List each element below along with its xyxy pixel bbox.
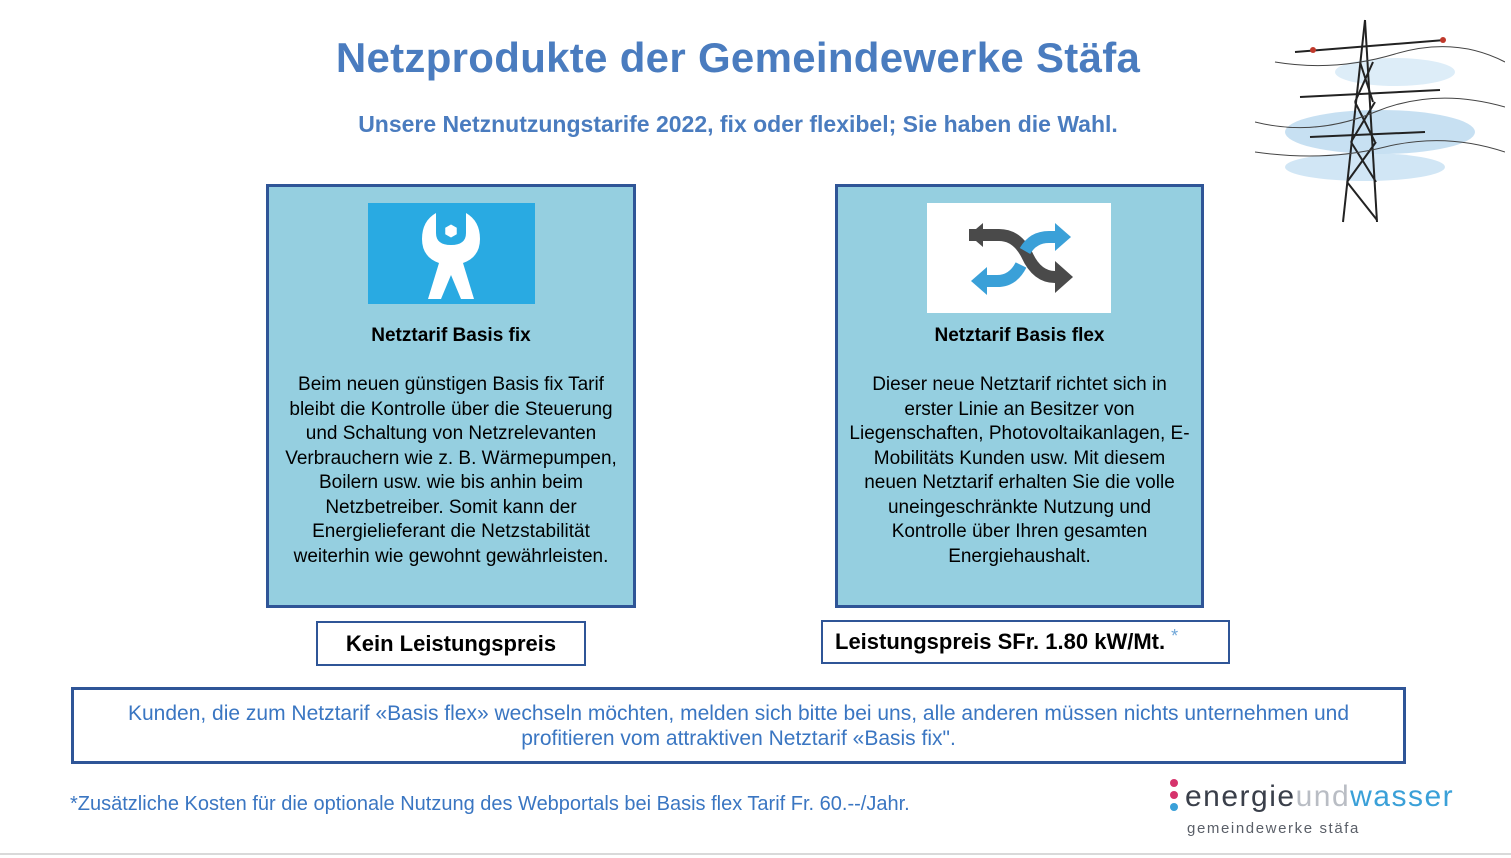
logo-subtitle: gemeindewerke stäfa (1187, 820, 1360, 837)
logo-dots-icon (1169, 778, 1179, 814)
notice-text: Kunden, die zum Netztarif «Basis flex» wechseln möchten, melden sich bitte bei uns, alle anderen müssen nichts unternehmen und profitieren vom attraktiven Netztarif «Basis fix". (127, 701, 1350, 750)
footnote-marker: * (1171, 626, 1179, 646)
price-text: Leistungspreis SFr. 1.80 kW/Mt. (835, 629, 1166, 654)
power-pylon-illustration (1255, 12, 1505, 232)
logo-part-wasser: wasser (1350, 780, 1455, 813)
wrench-icon (368, 203, 535, 304)
price-label-basis-fix (316, 621, 586, 666)
card-title: Netztarif Basis flex (934, 325, 1105, 346)
tariff-card-basis-flex (835, 184, 1204, 608)
price-text: Kein Leistungspreis (345, 630, 557, 656)
wrench-icon-tile (368, 203, 535, 304)
logo-part-und: und (1295, 780, 1351, 813)
page-subtitle: Unsere Netznutzungstarife 2022, fix oder flexibel; Sie haben die Wahl. (358, 111, 1118, 137)
card-description: Dieser neue Netztarif richtet sich in erster Linie an Besitzer von Liegenschaften, Photovoltaikanlagen, E-Mobilitäts Kunden usw. Mit diesem neuen Netztarif erhalten Sie die volle uneingeschränkte Nutzung und Kontrolle über Ihren gesamten Energiehaushalt. (849, 374, 1190, 567)
card-description: Beim neuen günstigen Basis fix Tarif bleibt die Kontrolle über die Steuerung und Schaltung von Netzrelevanten Verbrauchern wie z. B. Wärmepumpen, Boilern usw. wie bis anhin beim Netzbetreiber. Somit kann der Energielieferant die Netzstabilität weiterhin wie gewohnt gewährleisten. (285, 374, 617, 567)
energie-und-wasser-logo (1165, 772, 1495, 842)
shuffle-icon-tile (927, 203, 1111, 313)
shuffle-icon (927, 203, 1111, 313)
footnote: *Zusätzliche Kosten für die optionale Nutzung des Webportals bei Basis flex Tarif Fr. 60.--/Jahr. (70, 793, 910, 815)
tariff-card-basis-fix (266, 184, 636, 608)
page-title: Netzprodukte der Gemeindewerke Stäfa (335, 34, 1141, 81)
divider (0, 853, 1511, 855)
price-label-basis-flex (821, 620, 1230, 664)
customer-notice (71, 687, 1406, 764)
logo-wordmark (1185, 780, 1454, 814)
card-title: Netztarif Basis fix (371, 325, 531, 346)
logo-part-energie: energie (1185, 780, 1296, 813)
